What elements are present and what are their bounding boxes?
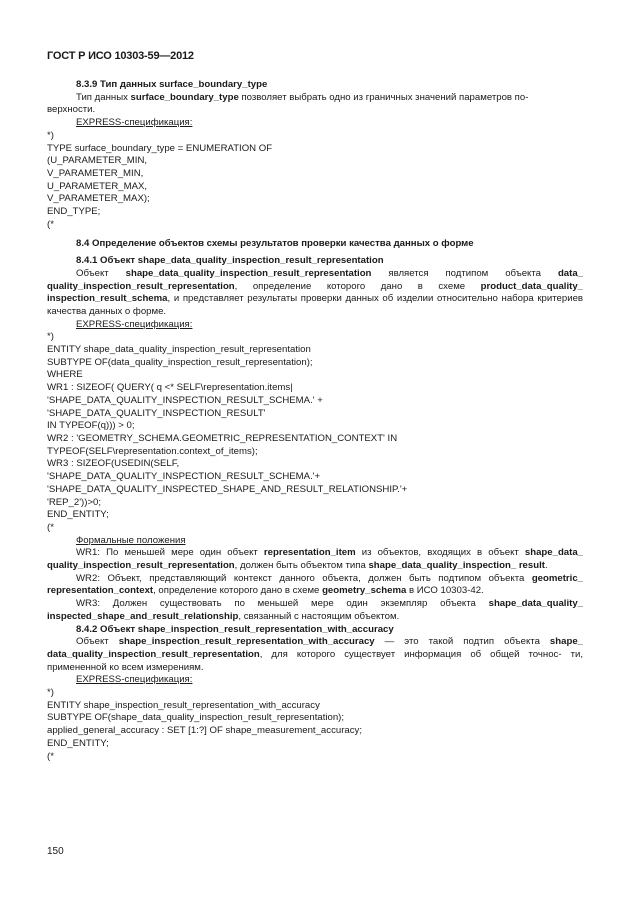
- code-line: WHERE: [47, 369, 83, 381]
- section-heading-8-4-1: 8.4.1 Объект shape_data_quality_inspection_result_representation: [76, 255, 384, 267]
- code-line: SUBTYPE OF(shape_data_quality_inspection_result_representation);: [47, 712, 345, 724]
- code-line: U_PARAMETER_MAX,: [47, 180, 148, 192]
- code-line: 'REP_2'))>0;: [47, 496, 102, 508]
- express-label: EXPRESS-спецификация:: [76, 318, 193, 330]
- express-label: EXPRESS-спецификация:: [76, 674, 193, 686]
- code-line: (*: [47, 521, 54, 533]
- code-line: 'SHAPE_DATA_QUALITY_INSPECTION_RESULT_SCHEMA.'+: [47, 471, 321, 483]
- page-content: [47, 79, 583, 763]
- code-line: TYPEOF(SELF\representation.context_of_items);: [47, 445, 258, 457]
- code-line: applied_general_accuracy : SET [1:?] OF shape_measurement_accuracy;: [47, 725, 362, 737]
- code-line: 'SHAPE_DATA_QUALITY_INSPECTED_SHAPE_AND_RESULT_RELATIONSHIP.'+: [47, 483, 408, 495]
- code-line: *): [47, 687, 54, 699]
- paragraph-8-4-1: Объект shape_data_quality_inspection_result_representation является подтипом объекта data_ quality_inspection_result_representation, определение которого дано в схеме product_data_quality_ inspection_result_schema, и представляет результаты проверки данных об изделии относительно набора критериев качества данных о форме.: [47, 267, 583, 317]
- page-header: ГОСТ Р ИСО 10303-59—2012: [47, 50, 194, 62]
- code-line: END_ENTITY;: [47, 737, 109, 749]
- code-line: WR1 : SIZEOF( QUERY( q <* SELF\representation.items|: [47, 382, 293, 394]
- code-line: *): [47, 331, 54, 343]
- section-heading-8-3-9: 8.3.9 Тип данных surface_boundary_type: [76, 79, 268, 90]
- section-heading-8-4: 8.4 Определение объектов схемы результатов проверки качества данных о форме: [76, 238, 474, 250]
- code-line: 'SHAPE_DATA_QUALITY_INSPECTION_RESULT_SCHEMA.' +: [47, 394, 323, 406]
- code-line: WR3 : SIZEOF(USEDIN(SELF,: [47, 458, 180, 470]
- code-line: ENTITY shape_data_quality_inspection_result_representation: [47, 344, 311, 356]
- code-line: *): [47, 129, 54, 141]
- rule-wr2: WR2: Объект, представляющий контекст данного объекта, должен быть подтипом объекта geometric_ representation_context, определение которого дано в схеме geometry_schema в ИСО 10303-42.: [47, 572, 583, 597]
- code-line: (U_PARAMETER_MIN,: [47, 155, 148, 167]
- paragraph-8-3-9: Тип данных surface_boundary_type позволяет выбрать одно из граничных значений параметров по-: [76, 91, 529, 103]
- code-line: (*: [47, 218, 54, 230]
- page-number: 150: [47, 846, 64, 857]
- code-line: 'SHAPE_DATA_QUALITY_INSPECTION_RESULT': [47, 407, 266, 419]
- code-line: TYPE surface_boundary_type = ENUMERATION OF: [47, 142, 273, 154]
- code-line: IN TYPEOF(q))) > 0;: [47, 420, 135, 432]
- code-line: ENTITY shape_inspection_result_representation_with_accuracy: [47, 699, 320, 711]
- code-line: (*: [47, 750, 54, 762]
- formal-propositions-label: Формальные положения: [76, 534, 186, 546]
- paragraph-8-4-2: Объект shape_inspection_result_representation_with_accuracy — это такой подтип объекта shape_ data_quality_inspection_result_representation, для которого существует информация об общей точнос- ти, примененной ко всем измерениям.: [47, 636, 583, 673]
- code-line: V_PARAMETER_MIN,: [47, 167, 144, 179]
- code-line: END_TYPE;: [47, 206, 101, 218]
- code-line: SUBTYPE OF(data_quality_inspection_result_representation);: [47, 356, 313, 368]
- express-label: EXPRESS-спецификация:: [76, 117, 193, 129]
- code-line: END_ENTITY;: [47, 509, 109, 521]
- paragraph-8-3-9-cont: верхности.: [47, 104, 96, 116]
- code-line: V_PARAMETER_MAX);: [47, 193, 150, 205]
- rule-wr3: WR3: Должен существовать по меньшей мере один экземпляр объекта shape_data_quality_ inspected_shape_and_result_relationship, связанный с настоящим объектом.: [47, 598, 583, 622]
- section-heading-8-4-2: 8.4.2 Объект shape_inspection_result_representation_with_accuracy: [76, 623, 394, 635]
- rule-wr1: WR1: По меньшей мере один объект representation_item из объектов, входящих в объект shape_data_ quality_inspection_result_representation, должен быть объектом типа shape_data_quality_inspection_ result.: [47, 547, 583, 572]
- code-line: WR2 : 'GEOMETRY_SCHEMA.GEOMETRIC_REPRESENTATION_CONTEXT' IN: [47, 432, 398, 444]
